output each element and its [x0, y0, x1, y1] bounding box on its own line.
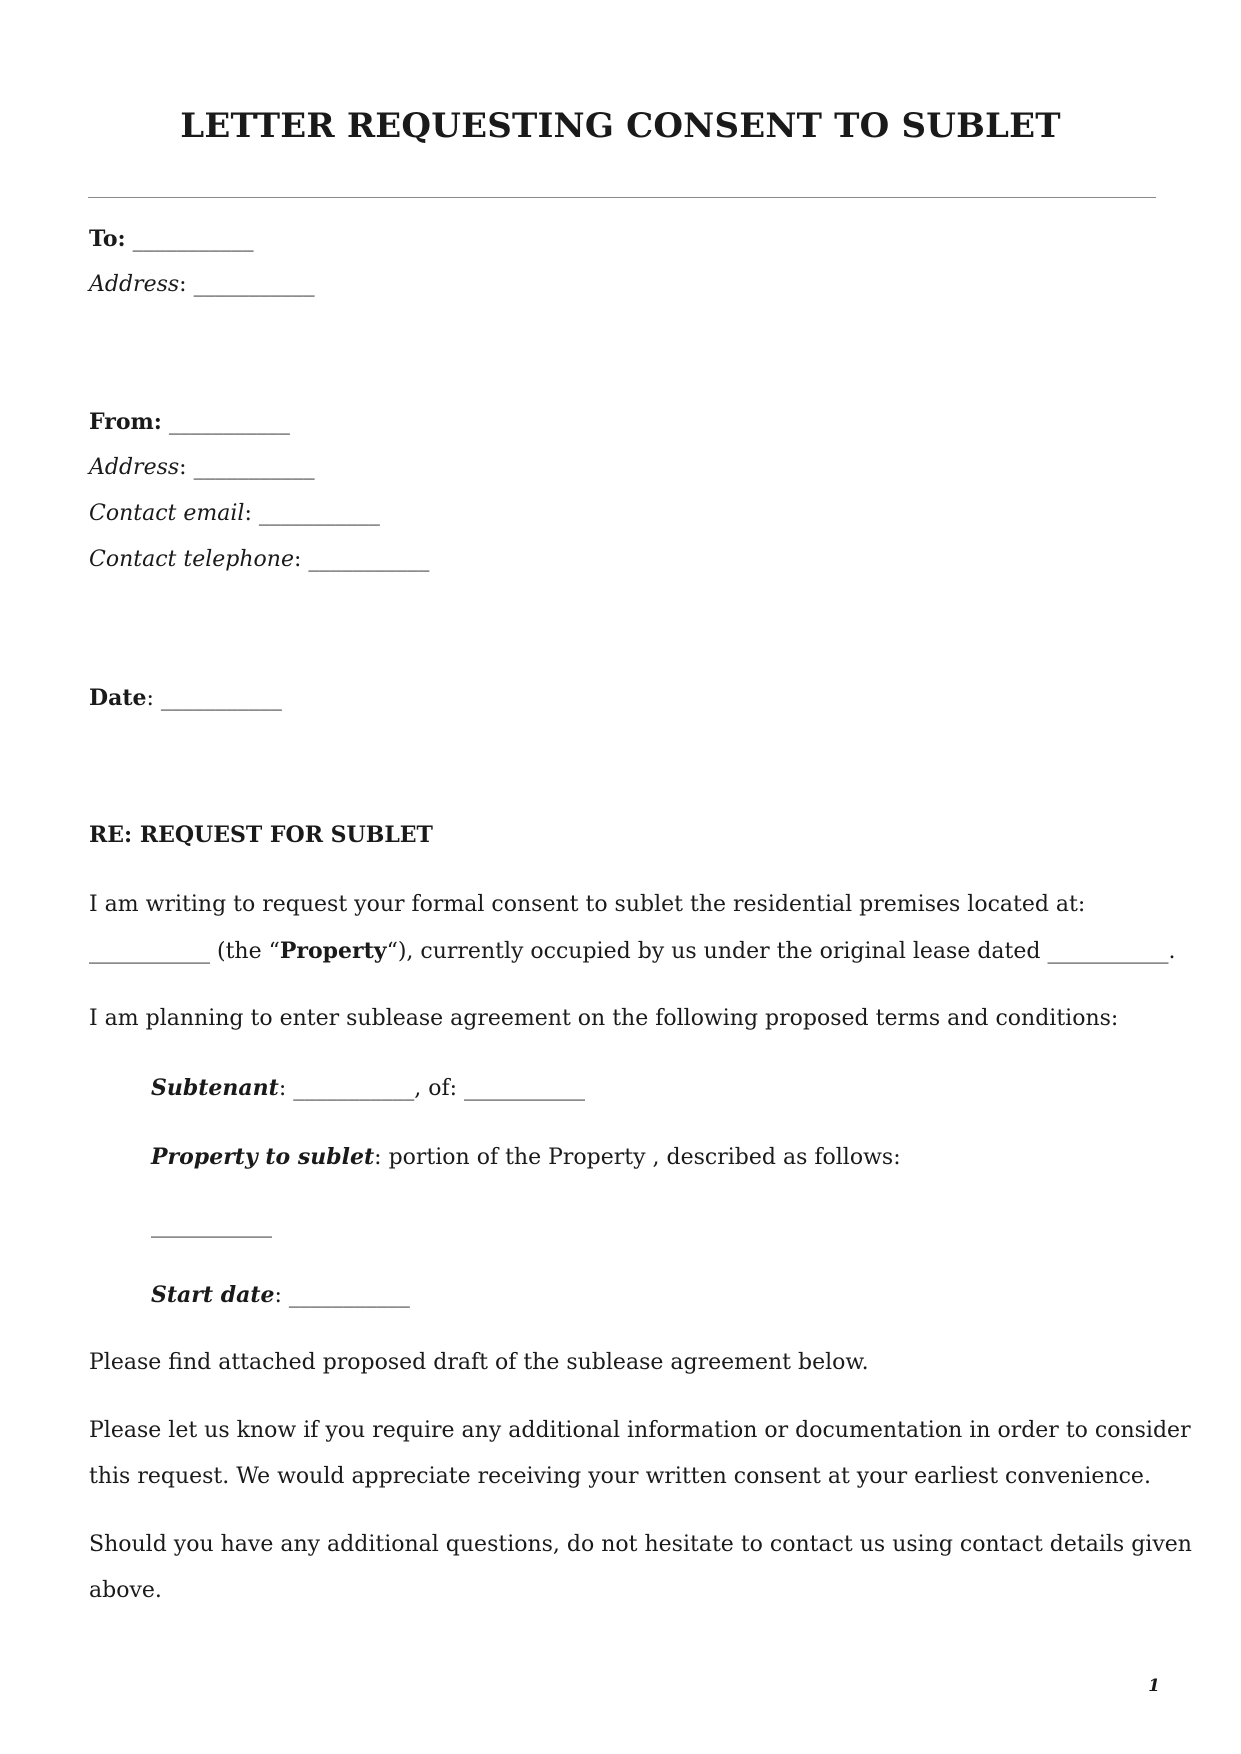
paragraph-1-end: . [1168, 939, 1176, 964]
to-label: To: [89, 226, 126, 252]
paragraph-5-line-1: Should you have any additional questions, do not hesitate to contact us using contact details given [89, 1532, 1192, 1557]
from-address-blank: ___________ [193, 455, 315, 480]
from-blank: ___________ [168, 410, 290, 435]
from-line [89, 407, 290, 438]
start-date-blank: ___________ [288, 1283, 410, 1308]
subtenant-label: Subtenant [151, 1075, 279, 1101]
paragraph-1-text-a: (the “ [210, 939, 280, 964]
property-to-sublet-label: Property to sublet [151, 1144, 375, 1170]
paragraph-3: Please find attached proposed draft of the sublease agreement below. [89, 1350, 869, 1375]
contact-email-line: Contact email: ___________ [89, 501, 380, 526]
date-blank: ___________ [160, 686, 282, 711]
contact-telephone-label: Contact telephone [89, 547, 294, 572]
property-description-line [151, 1211, 272, 1241]
paragraph-4-line-1: Please let us know if you require any additional information or documentation in order to consider [89, 1418, 1191, 1443]
paragraph-1-line-2 [89, 936, 1175, 967]
property-description-blank: ___________ [151, 1213, 272, 1238]
paragraph-1-text-b: “), currently occupied by us under the original lease dated [386, 939, 1048, 964]
title-divider [88, 197, 1156, 198]
page-number: 1 [1148, 1676, 1160, 1696]
contact-email-blank: ___________ [258, 501, 380, 526]
paragraph-5-line-2: above. [89, 1578, 162, 1603]
subject-line: RE: REQUEST FOR SUBLET [89, 822, 433, 848]
start-date-line: Start date: ___________ [151, 1282, 410, 1308]
document-title: LETTER REQUESTING CONSENT TO SUBLET [180, 106, 1061, 146]
contact-email-label: Contact email [89, 501, 245, 526]
subtenant-of: , of: [414, 1076, 465, 1101]
property-term: Property [279, 938, 387, 964]
property-to-sublet-line [151, 1142, 901, 1173]
subtenant-blank: ___________ [293, 1076, 415, 1101]
paragraph-2: I am planning to enter sublease agreement on the following proposed terms and conditions: [89, 1006, 1119, 1031]
date-label: Date [89, 685, 147, 711]
from-address-label: Address [89, 455, 180, 480]
to-blank: ___________ [132, 227, 254, 252]
contact-telephone-blank: ___________ [308, 547, 430, 572]
to-address-line: Address: ___________ [89, 272, 315, 297]
start-date-label: Start date [151, 1282, 275, 1308]
contact-telephone-line: Contact telephone: ___________ [89, 547, 430, 572]
from-address-line: Address: ___________ [89, 455, 315, 480]
to-address-label: Address [89, 272, 180, 297]
premises-blank: ___________ [89, 939, 210, 964]
property-to-sublet-text: : portion of the Property , described as follows: [374, 1145, 901, 1170]
to-address-blank: ___________ [193, 272, 315, 297]
subtenant-of-blank: ___________ [464, 1076, 586, 1101]
date-line: Date: ___________ [89, 685, 282, 711]
subtenant-line: Subtenant: ___________, of: ___________ [151, 1075, 586, 1101]
paragraph-1-line-1: I am writing to request your formal consent to sublet the residential premises located at: [89, 892, 1086, 917]
paragraph-4-line-2: this request. We would appreciate receiving your written consent at your earliest convenience. [89, 1464, 1151, 1489]
to-line [89, 224, 254, 255]
from-label: From: [89, 409, 162, 435]
lease-date-blank: ___________ [1047, 939, 1169, 964]
